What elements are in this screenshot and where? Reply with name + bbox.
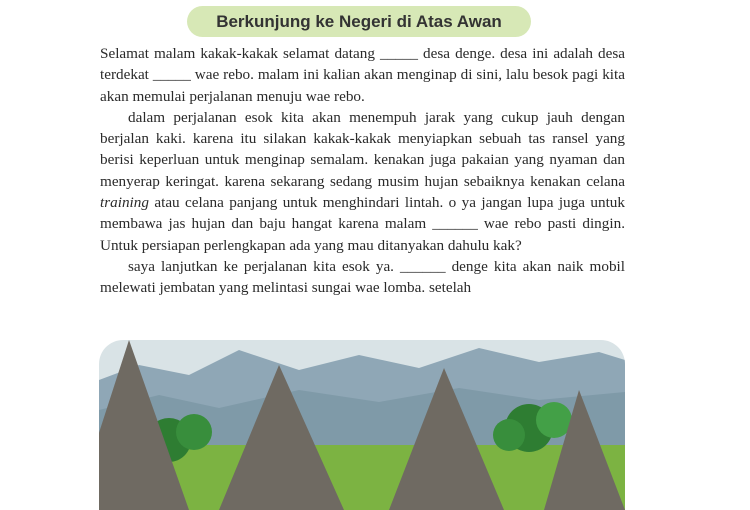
paragraph-2-part-1: dalam perjalanan esok kita akan menempuh jarak yang cukup jauh dengan berjalan kaki. karena itu silakan kakak-kakak menyiapkan sebuah tas ransel yang berisi keperluan untuk menginap semalam. kenakan juga pakaian yang nyaman dan menyerap keringat. karena sekarang sedang musim hujan sebaiknya kenakan celana: [100, 108, 625, 190]
village-illustration-svg: [99, 340, 625, 510]
paragraph-2: [100, 107, 625, 256]
page-title-text: Berkunjung ke Negeri di Atas Awan: [216, 11, 502, 31]
paragraph-2-italic-word: training: [100, 194, 149, 212]
page-title: [187, 6, 531, 37]
paragraph-1: Selamat malam kakak-kakak selamat datang _____ desa denge. desa ini adalah desa terdekat _____ wae rebo. malam ini kalian akan menginap di sini, lalu besok pagi kita akan memulai perjalanan menuju wae rebo.: [100, 45, 625, 105]
paragraph-2-part-2: atau celana panjang untuk menghindari lintah. o ya jangan lupa juga untuk membawa jas hujan dan baju hangat karena malam ______ wae rebo pasti dingin. Untuk persiapan perlengkapan ada yang mau ditanyakan dahulu kak?: [100, 194, 625, 254]
story-text: [100, 43, 625, 299]
paragraph-3: saya lanjutkan ke perjalanan kita esok ya. ______ denge kita akan naik mobil melewati jembatan yang melintasi sungai wae lomba. setelah: [100, 257, 625, 297]
village-illustration: [99, 340, 625, 510]
